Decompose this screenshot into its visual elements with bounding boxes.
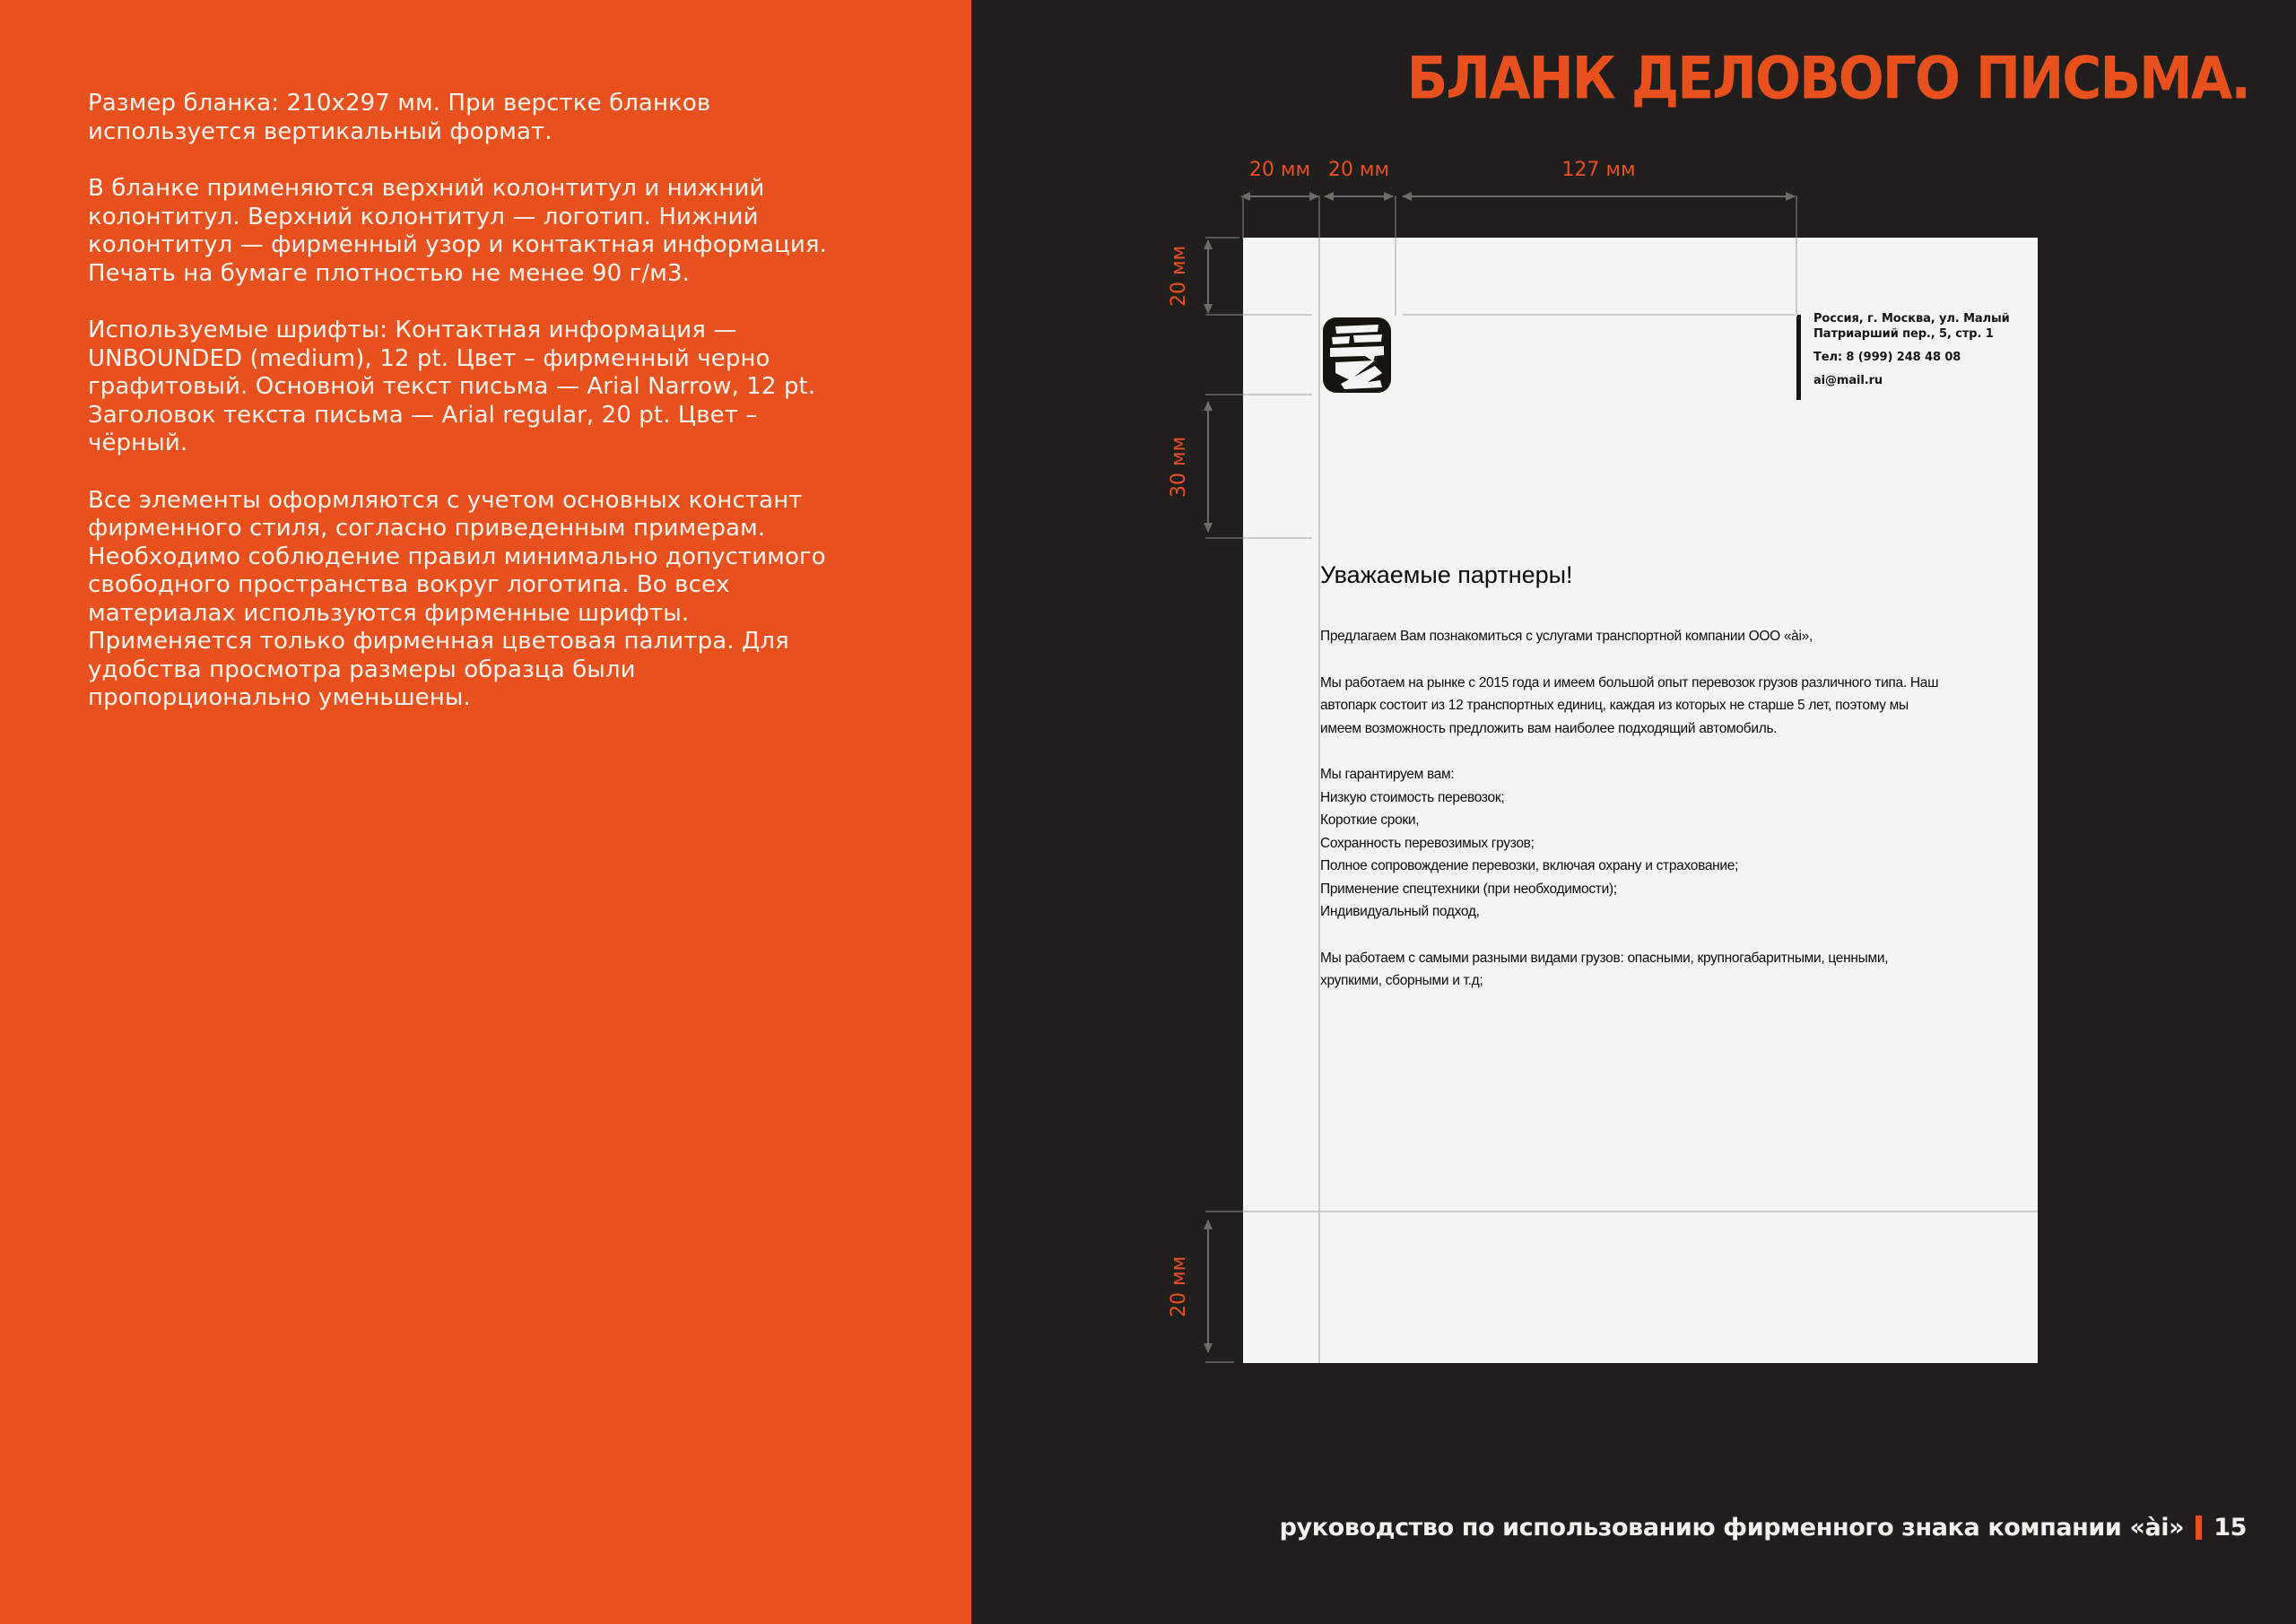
letter-intro: Предлагаем Вам познакомиться с услугами транспортной компании ООО «ài», <box>1320 629 1813 644</box>
guide-tick <box>1205 1211 1243 1212</box>
guide-line <box>1395 238 1396 316</box>
page-footer <box>1280 1514 2247 1541</box>
dim-label-top-content-width: 127 мм <box>1561 159 1636 181</box>
contact-divider <box>1796 315 1801 400</box>
dimension-arrow-top-1 <box>1241 195 1318 197</box>
guide-tick <box>1205 1361 1234 1363</box>
dim-label-left-top-margin: 20 мм <box>1168 245 1190 308</box>
dim-label-left-header-space: 30 мм <box>1168 436 1190 499</box>
spec-paragraph-fonts: Используемые шрифты: Контактная информация — UNBOUNDED (medium), 12 pt. Цвет – фирменный черно графитовый. Основной текст письма — Arial Narrow, 12 pt. Заголовок текста письма — Arial regular, 20 pt. Цвет – чёрный. <box>88 317 816 456</box>
contact-address-line2: Патриарший пер., 5, стр. 1 <box>1813 327 1994 341</box>
guarantee-item: Индивидуальный подход, <box>1320 904 1480 919</box>
spec-text-block <box>88 90 850 742</box>
spec-paragraph-size: Размер бланка: 210х297 мм. При верстке бланков используется вертикальный формат. <box>88 90 711 145</box>
footer-text: руководство по использованию фирменного знака компании «ài» <box>1279 1514 2185 1541</box>
letterhead-mockup <box>1243 238 2038 1363</box>
guide-line <box>1243 537 1312 539</box>
guide-line <box>1242 195 1244 238</box>
dim-label-left-bottom-margin: 20 мм <box>1168 1255 1190 1318</box>
guide-tick <box>1205 237 1239 239</box>
dimension-arrow-top-3 <box>1403 195 1795 197</box>
letter-heading: Уважаемые партнеры! <box>1320 561 1573 588</box>
spec-paragraph-headers: В бланке применяются верхний колонтитул и нижний колонтитул. Верхний колонтитул — логотип. Нижний колонтитул — фирменный узор и контактная информация. Печать на бумаге плотностью не менее 90 г/м3. <box>88 175 827 287</box>
dim-label-top-logo-offset: 20 мм <box>1327 159 1390 181</box>
dimension-arrow-left-1 <box>1207 240 1209 313</box>
letter-guarantees <box>1320 763 1948 924</box>
ai-logo-icon <box>1323 317 1391 393</box>
guide-tick <box>1205 314 1243 316</box>
guarantee-item: Полное сопровождение перевозки, включая охрану и страхование; <box>1320 858 1739 873</box>
guide-line-header-baseline <box>1403 314 1795 316</box>
guide-line-footer-margin <box>1243 1211 2038 1212</box>
guide-line <box>1243 394 1312 395</box>
guide-line <box>1796 238 1797 317</box>
contact-address-line1: Россия, г. Москва, ул. Малый <box>1813 312 2010 326</box>
company-logo <box>1323 317 1391 393</box>
dimension-arrow-top-2 <box>1325 195 1393 197</box>
guide-line-left-margin <box>1318 238 1320 1363</box>
guarantee-intro: Мы гарантируем вам: <box>1320 767 1455 782</box>
guarantee-item: Низкую стоимость перевозок; <box>1320 789 1505 805</box>
letter-about: Мы работаем на рынке с 2015 года и имеем большой опыт перевозок грузов различного типа. Наш автопарк состоит из 12 транспортных единиц, каждая из которых не старше 5 лет, поэтому мы имеем возможность предложить вам наиболее подходящий автомобиль. <box>1320 674 1939 736</box>
letter-closing: Мы работаем с самыми разными видами грузов: опасными, крупногабаритными, ценными, хрупкими, сборными и т.д; <box>1320 950 1889 988</box>
guide-tick <box>1205 394 1243 395</box>
contact-phone: Тел: 8 (999) 248 48 08 <box>1813 351 1961 364</box>
guarantee-item: Короткие сроки, <box>1320 812 1420 828</box>
dimension-arrow-left-3 <box>1207 1220 1209 1352</box>
contact-block <box>1813 311 2024 388</box>
guarantee-item: Применение спецтехники (при необходимости); <box>1320 881 1617 897</box>
guarantee-item: Сохранность перевозимых грузов; <box>1320 835 1535 851</box>
page-title: БЛАНК ДЕЛОВОГО ПИСЬМА. <box>1406 45 2249 113</box>
guide-line <box>1318 195 1320 238</box>
guide-line <box>1243 314 1311 316</box>
dimension-arrow-left-2 <box>1207 402 1209 532</box>
left-panel <box>0 0 971 1624</box>
spec-paragraph-rules: Все элементы оформляются с учетом основных констант фирменного стиля, согласно приведенным примерам. Необходимо соблюдение правил минимально допустимого свободного пространства вокруг логотипа. Во всех материалах используются фирменные шрифты. Применяется только фирменная цветовая палитра. Для удобства просмотра размеры образца были пропорционально уменьшены. <box>88 486 826 711</box>
guide-line <box>1395 195 1396 238</box>
footer-page-number: 15 <box>2213 1514 2247 1541</box>
guide-tick <box>1205 537 1243 539</box>
contact-email: ai@mail.ru <box>1813 374 1883 387</box>
letter-body <box>1320 560 1948 1016</box>
dim-label-top-margin-left: 20 мм <box>1248 159 1311 181</box>
footer-separator <box>2196 1515 2202 1540</box>
guide-line <box>1796 195 1797 238</box>
